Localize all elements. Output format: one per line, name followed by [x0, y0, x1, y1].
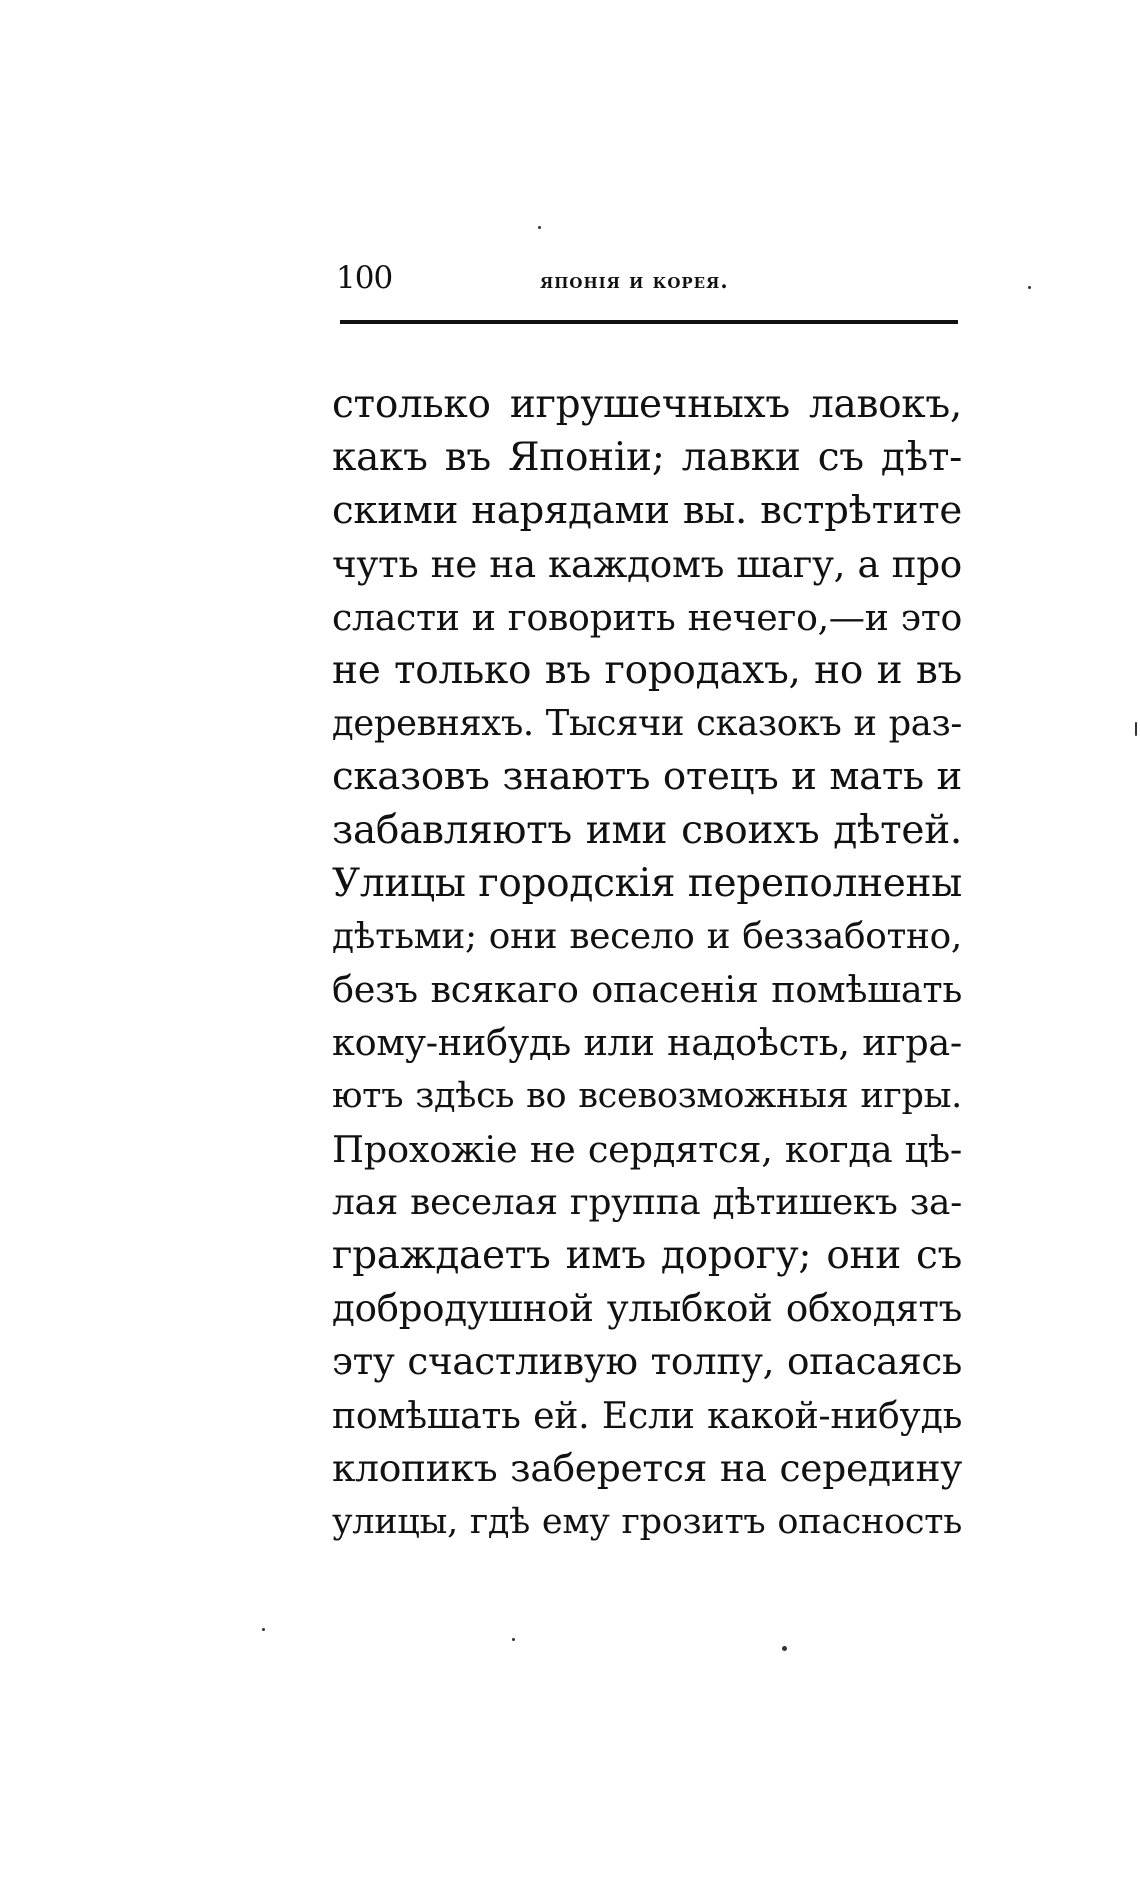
speck	[512, 1638, 515, 1641]
text-line: добродушной улыбкой обходятъ	[332, 1287, 962, 1331]
page-number: 100	[336, 260, 393, 296]
text-line: забавляютъ ими своихъ дѣтей.	[332, 807, 962, 853]
text-line: безъ всякаго опасенія помѣшать	[332, 968, 962, 1012]
speck	[538, 226, 541, 229]
speck	[1028, 286, 1031, 289]
text-line: столько игрушечныхъ лавокъ,	[332, 382, 962, 427]
text-line: помѣшать ей. Если какой-нибудь	[332, 1393, 962, 1437]
speck	[1135, 722, 1137, 736]
text-line: клопикъ заберется на середину	[332, 1445, 962, 1490]
text-line: Прохожіе не сердятся, когда цѣ-	[332, 1127, 962, 1171]
text-line: деревняхъ. Тысячи сказокъ и раз-	[332, 703, 962, 745]
speck	[262, 1628, 265, 1631]
text-line: сласти и говорить нечего,—и это	[332, 595, 962, 639]
text-line: скими нарядами вы. встрѣтите	[332, 488, 962, 534]
text-line: чуть не на каждомъ шагу, а про	[332, 541, 962, 586]
text-line: эту счастливую толпу, опасаясь	[332, 1339, 962, 1384]
text-line: улицы, гдѣ ему грозитъ опасность	[332, 1500, 962, 1542]
text-line: сказовъ знаютъ отецъ и мать и	[332, 754, 962, 800]
text-line: какъ въ Японіи; лавки съ дѣт-	[332, 435, 962, 481]
text-line: Улицы городскія переполнены	[332, 860, 962, 906]
text-line: лая веселая группа дѣтишекъ за-	[332, 1181, 962, 1223]
text-line: не только въ городахъ, но и въ	[332, 647, 962, 693]
text-line: ютъ здѣсь во всевозможныя игры.	[332, 1075, 962, 1117]
text-line: кому-нибудь или надоѣсть, игра-	[332, 1021, 962, 1065]
text-line: граждаетъ имъ дорогу; они съ	[332, 1233, 962, 1278]
running-title: японія и корея.	[540, 268, 729, 293]
body-text	[332, 378, 962, 1548]
header-rule	[340, 320, 958, 324]
speck	[782, 1646, 787, 1651]
text-line: дѣтьми; они весело и беззаботно,	[332, 915, 962, 957]
running-head	[336, 252, 958, 302]
